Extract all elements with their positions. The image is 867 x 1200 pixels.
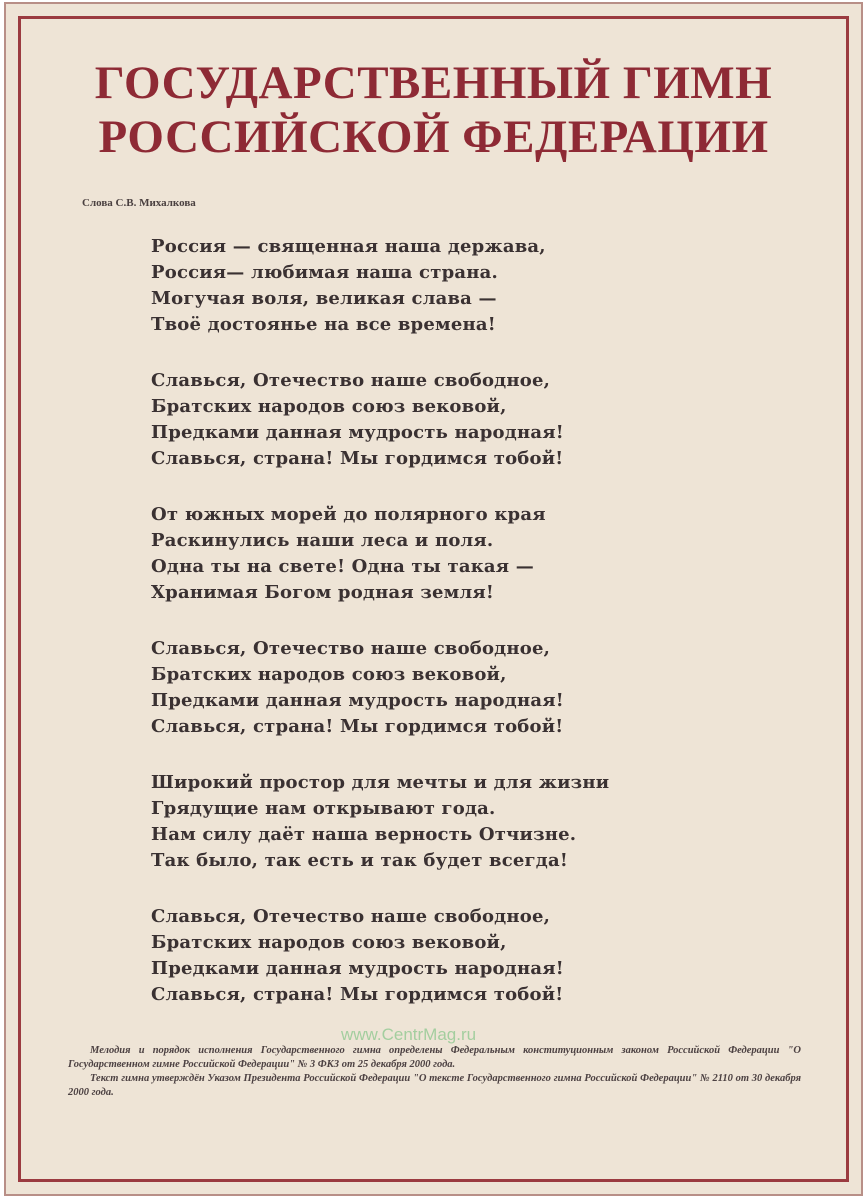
footnote-text-decree: Текст гимна утверждён Указом Президента Российской Федерации "О тексте Государственного гимна Российской Федерации" № 2110 от 30 декабря 2000 года. <box>68 1073 801 1098</box>
lyric-line: Славься, страна! Мы гордимся тобой! <box>151 448 564 469</box>
lyric-line: Нам силу даёт наша верность Отчизне. <box>151 824 577 845</box>
stanza-chorus-1 <box>151 368 609 472</box>
title-line-2: РОССИЙСКОЙ ФЕДЕРАЦИИ <box>98 111 769 163</box>
site-watermark: www.CentrMag.ru <box>341 1025 477 1044</box>
lyric-line: Предками данная мудрость народная! <box>151 422 564 443</box>
lyric-line: Грядущие нам открывают года. <box>151 798 496 819</box>
stanza-chorus-2 <box>151 636 609 740</box>
stanza-verse-1 <box>151 234 609 338</box>
lyric-line: Хранимая Богом родная земля! <box>151 582 494 603</box>
lyric-line: Предками данная мудрость народная! <box>151 958 564 979</box>
lyric-line: Широкий простор для мечты и для жизни <box>151 772 610 793</box>
footnote-melody: Мелодия и порядок исполнения Государственного гимна определены Федеральным конституционным законом Российской Федерации "О Государственном гимне Российской Федерации" № 3 ФКЗ от 25 декабря 2000 года. <box>68 1045 801 1070</box>
lyric-line: Славься, Отечество наше свободное, <box>151 370 551 391</box>
lyric-line: Предками данная мудрость народная! <box>151 690 564 711</box>
lyric-line: Славься, страна! Мы гордимся тобой! <box>151 716 564 737</box>
lyric-line: Раскинулись наши леса и поля. <box>151 530 494 551</box>
lyric-line: От южных морей до полярного края <box>151 504 546 525</box>
legal-footnote <box>68 1044 801 1100</box>
stanza-verse-3 <box>151 770 609 874</box>
lyric-line: Россия— любимая наша страна. <box>151 262 498 283</box>
lyric-line: Братских народов союз вековой, <box>151 932 507 953</box>
lyric-line: Славься, Отечество наше свободное, <box>151 906 551 927</box>
title-line-1: ГОСУДАРСТВЕННЫЙ ГИМН <box>94 57 773 109</box>
stanza-verse-2 <box>151 502 609 606</box>
anthem-lyrics <box>151 234 609 1038</box>
anthem-poster <box>4 2 863 1196</box>
lyric-line: Славься, страна! Мы гордимся тобой! <box>151 984 564 1005</box>
lyric-line: Так было, так есть и так будет всегда! <box>151 850 568 871</box>
lyric-line: Славься, Отечество наше свободное, <box>151 638 551 659</box>
lyric-line: Одна ты на свете! Одна ты такая — <box>151 556 534 577</box>
lyric-line: Могучая воля, великая слава — <box>151 288 497 309</box>
lyric-line: Россия — священная наша держава, <box>151 236 546 257</box>
lyric-line: Братских народов союз вековой, <box>151 664 507 685</box>
lyric-line: Братских народов союз вековой, <box>151 396 507 417</box>
stanza-chorus-3 <box>151 904 609 1008</box>
lyrics-author: Слова С.В. Михалкова <box>82 197 196 209</box>
poster-title <box>6 56 861 164</box>
lyric-line: Твоё достоянье на все времена! <box>151 314 496 335</box>
